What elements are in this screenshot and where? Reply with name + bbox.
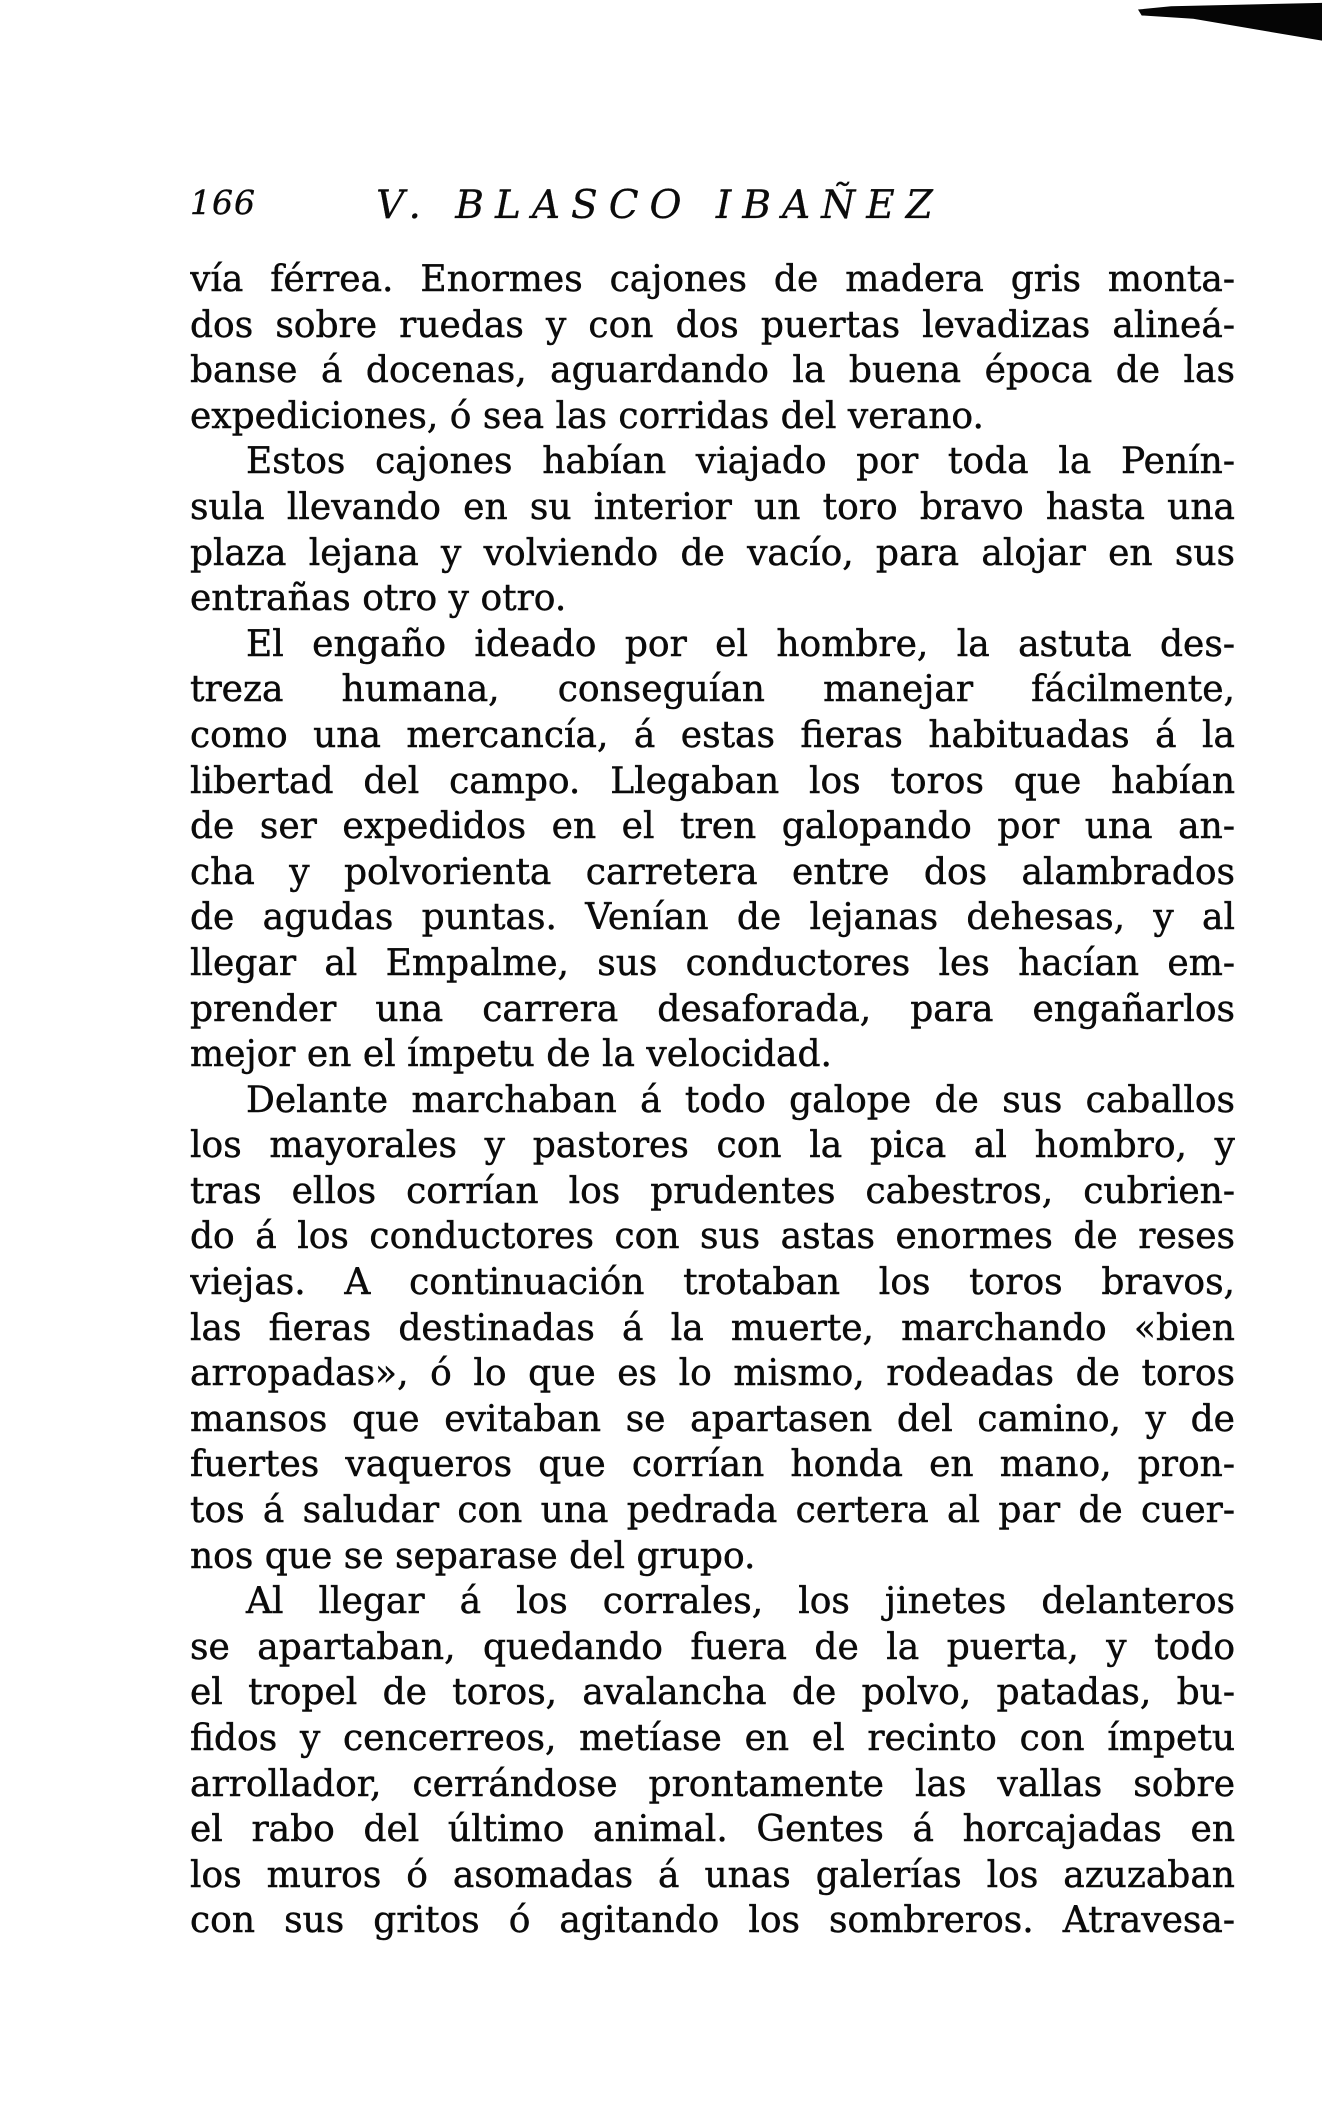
text-line: como una mercancía, á estas fieras habituadas á la <box>190 714 1235 756</box>
text-line: las fieras destinadas á la muerte, marchando «bien <box>190 1307 1235 1349</box>
text-line: cha y polvorienta carretera entre dos alambrados <box>190 851 1235 893</box>
text-line: se apartaban, quedando fuera de la puerta, y todo <box>190 1626 1235 1668</box>
text-line: de ser expedidos en el tren galopando por una an- <box>190 806 1235 848</box>
page-number: 166 <box>190 183 256 222</box>
text-line: nos que se separase del grupo. <box>190 1535 756 1577</box>
text-line: vía férrea. Enormes cajones de madera gris monta- <box>190 259 1235 300</box>
text-line: plaza lejana y volviendo de vacío, para alojar en sus <box>190 532 1235 574</box>
text-line: mansos que evitaban se apartasen del camino, y de <box>190 1398 1235 1440</box>
text-line: con sus gritos ó agitando los sombreros. Atravesa- <box>190 1900 1235 1942</box>
running-header-title: V. BLASCO IBAÑEZ <box>376 183 944 228</box>
text-line: libertad del campo. Llegaban los toros que habían <box>190 760 1235 802</box>
text-line: arrollador, cerrándose prontamente las vallas sobre <box>190 1763 1235 1805</box>
running-head <box>0 183 1322 228</box>
text-line: dos sobre ruedas y con dos puertas levadizas alineá- <box>190 304 1235 346</box>
text-line: do á los conductores con sus astas enormes de reses <box>190 1216 1235 1258</box>
text-line: expediciones, ó sea las corridas del verano. <box>190 395 984 437</box>
text-line: arropadas», ó lo que es lo mismo, rodeadas de toros <box>190 1353 1235 1395</box>
text-line: treza humana, conseguían manejar fácilmente, <box>190 669 1235 711</box>
text-line: fuertes vaqueros que corrían honda en mano, pron- <box>190 1444 1235 1486</box>
text-line: fidos y cencerreos, metíase en el recinto con ímpetu <box>190 1718 1235 1759</box>
scan-corner-smudge <box>1138 2 1322 44</box>
text-line: Al llegar á los corrales, los jinetes delanteros <box>246 1581 1235 1623</box>
text-line: sula llevando en su interior un toro bravo hasta una <box>190 486 1235 528</box>
text-line: el tropel de toros, avalancha de polvo, patadas, bu- <box>190 1672 1235 1714</box>
text-line: tos á saludar con una pedrada certera al par de cuer- <box>190 1490 1235 1532</box>
text-line: prender una carrera desaforada, para engañarlos <box>190 988 1235 1030</box>
body-text-block <box>190 257 1235 1944</box>
text-line: llegar al Empalme, sus conductores les hacían em- <box>190 942 1235 984</box>
text-line: Estos cajones habían viajado por toda la Penín- <box>246 441 1235 483</box>
text-line: de agudas puntas. Venían de lejanas dehesas, y al <box>190 897 1235 939</box>
text-line: entrañas otro y otro. <box>190 578 567 620</box>
text-line: El engaño ideado por el hombre, la astuta des- <box>246 623 1235 665</box>
text-line: mejor en el ímpetu de la velocidad. <box>190 1034 832 1076</box>
text-line: los muros ó asomadas á unas galerías los azuzaban <box>190 1854 1235 1896</box>
text-line: el rabo del último animal. Gentes á horcajadas en <box>190 1809 1235 1851</box>
text-line: banse á docenas, aguardando la buena época de las <box>190 350 1235 392</box>
text-line: tras ellos corrían los prudentes cabestros, cubrien- <box>190 1170 1235 1212</box>
text-line: Delante marchaban á todo galope de sus caballos <box>246 1079 1235 1121</box>
text-line: los mayorales y pastores con la pica al hombro, y <box>190 1125 1235 1167</box>
text-line: viejas. A continuación trotaban los toros bravos, <box>190 1262 1235 1304</box>
